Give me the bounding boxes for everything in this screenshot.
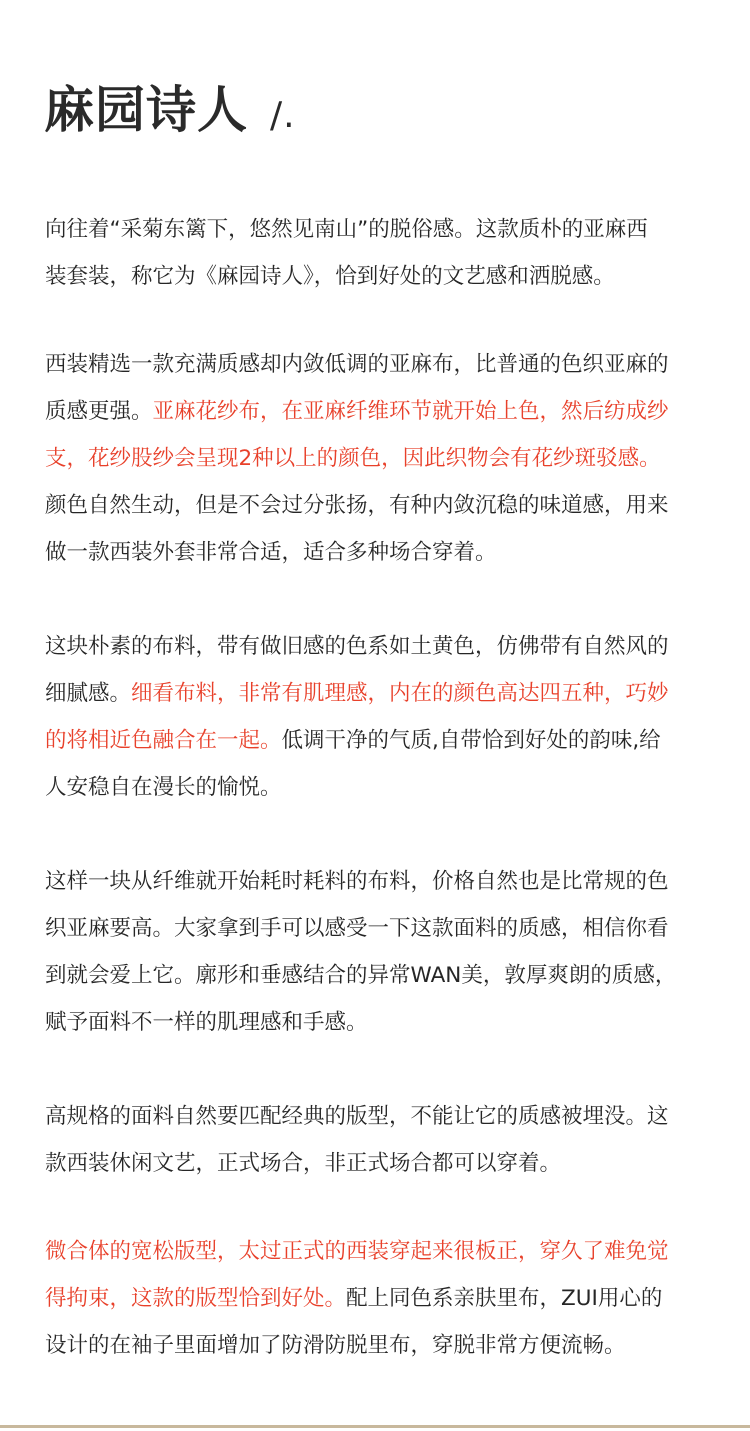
body-text: 人安稳自在漫长的愉悦。 bbox=[45, 775, 282, 800]
text-line bbox=[45, 1275, 713, 1322]
text-line bbox=[45, 529, 713, 576]
text-line bbox=[45, 1228, 713, 1275]
text-line bbox=[45, 1322, 713, 1369]
text-line bbox=[45, 623, 713, 670]
page-title bbox=[44, 80, 296, 146]
paragraph-pattern bbox=[45, 1093, 713, 1187]
text-line bbox=[45, 952, 713, 999]
body-text: 西装精选一款充满质感却内敛低调的亚麻布，比普通的色织亚麻的 bbox=[45, 352, 669, 377]
text-line bbox=[45, 1140, 713, 1187]
body-text: 到就会爱上它。廓形和垂感结合的异常WAN美，敦厚爽朗的质感， bbox=[45, 963, 677, 988]
highlight-text: 得拘束，这款的版型恰到好处。 bbox=[45, 1286, 347, 1311]
highlight-text: 细看布料，非常有肌理感，内在的颜色高达四五种，巧妙 bbox=[131, 681, 669, 706]
title-suffix: /. bbox=[270, 95, 296, 136]
text-line bbox=[45, 999, 713, 1046]
body-text: 质感更强。 bbox=[45, 399, 153, 424]
paragraph-fit bbox=[45, 1228, 713, 1369]
text-line bbox=[45, 764, 713, 811]
highlight-text: 支，花纱股纱会呈现2种以上的颜色，因此织物会有花纱斑驳感。 bbox=[45, 446, 661, 471]
body-text: 高规格的面料自然要匹配经典的版型，不能让它的质感被埋没。这 bbox=[45, 1104, 669, 1129]
body-text: 这样一块从纤维就开始耗时耗料的布料，价格自然也是比常规的色 bbox=[45, 869, 669, 894]
text-line bbox=[45, 435, 713, 482]
highlight-text: 微合体的宽松版型，太过正式的西装穿起来很板正，穿久了难免觉 bbox=[45, 1239, 669, 1264]
body-text: 这块朴素的布料，带有做旧感的色系如土黄色，仿佛带有自然风的 bbox=[45, 634, 669, 659]
text-line bbox=[45, 341, 713, 388]
title-main: 麻园诗人 bbox=[44, 80, 248, 139]
paragraph-fabric bbox=[45, 341, 713, 576]
body-text: 低调干净的气质,自带恰到好处的韵味,给 bbox=[281, 728, 661, 753]
highlight-text: 亚麻花纱布，在亚麻纤维环节就开始上色，然后纺成纱 bbox=[152, 399, 669, 424]
body-text: 配上同色系亲肤里布，ZUI用心的 bbox=[346, 1286, 663, 1311]
body-text: 款西装休闲文艺，正式场合，非正式场合都可以穿着。 bbox=[45, 1151, 562, 1176]
body-text: 颜色自然生动，但是不会过分张扬，有种内敛沉稳的味道感，用来 bbox=[45, 493, 669, 518]
paragraph-intro bbox=[45, 206, 713, 300]
bottom-divider bbox=[0, 1425, 750, 1428]
text-line bbox=[45, 253, 713, 300]
paragraph-texture bbox=[45, 623, 713, 811]
body-text: 细腻感。 bbox=[45, 681, 132, 706]
highlight-text: 的将相近色融合在一起。 bbox=[45, 728, 282, 753]
body-text: 设计的在袖子里面增加了防滑防脱里布，穿脱非常方便流畅。 bbox=[45, 1333, 626, 1358]
body-text: 做一款西装外套非常合适，适合多种场合穿着。 bbox=[45, 540, 497, 565]
text-line bbox=[45, 1093, 713, 1140]
text-line bbox=[45, 858, 713, 905]
body-text: 向往着“采菊东篱下，悠然见南山”的脱俗感。这款质朴的亚麻西 bbox=[45, 217, 648, 242]
text-line bbox=[45, 206, 713, 253]
text-line bbox=[45, 388, 713, 435]
text-line bbox=[45, 482, 713, 529]
body-text: 织亚麻要高。大家拿到手可以感受一下这款面料的质感，相信你看 bbox=[45, 916, 669, 941]
paragraph-price bbox=[45, 858, 713, 1046]
text-line bbox=[45, 670, 713, 717]
body-text: 装套装，称它为《麻园诗人》，恰到好处的文艺感和洒脱感。 bbox=[45, 264, 615, 289]
body-text: 赋予面料不一样的肌理感和手感。 bbox=[45, 1010, 368, 1035]
text-line bbox=[45, 905, 713, 952]
text-line bbox=[45, 717, 713, 764]
